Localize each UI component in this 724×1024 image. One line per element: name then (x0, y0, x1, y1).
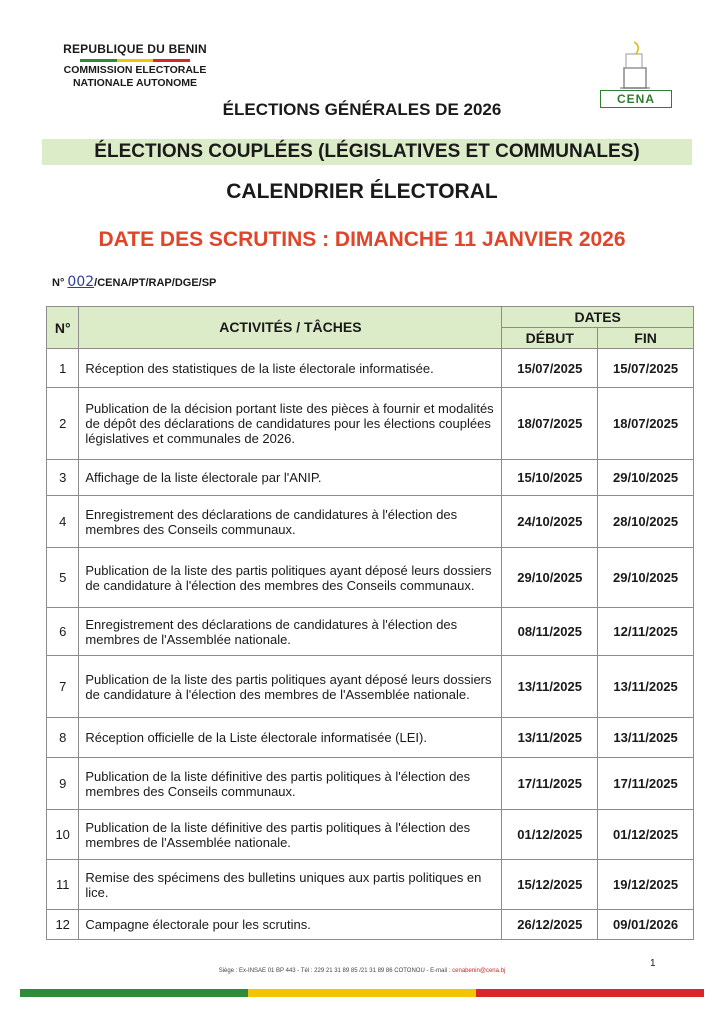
flag-red (153, 59, 190, 62)
row-end-date: 01/12/2025 (598, 810, 694, 860)
row-activity: Affichage de la liste électorale par l'ANIP. (79, 460, 502, 496)
row-activity: Réception des statistiques de la liste électorale informatisée. (79, 349, 502, 388)
cena-logo (600, 38, 672, 108)
reference-number (52, 274, 216, 290)
table-row (47, 910, 694, 940)
row-end-date: 13/11/2025 (598, 718, 694, 758)
row-end-date: 29/10/2025 (598, 548, 694, 608)
commission-line1: COMMISSION ELECTORALE (63, 64, 207, 76)
page-number: 1 (650, 958, 656, 969)
vote-date-title: DATE DES SCRUTINS : DIMANCHE 11 JANVIER 2026 (98, 228, 626, 251)
header-dates: DATES (502, 307, 694, 328)
table-row (47, 548, 694, 608)
country-name: REPUBLIQUE DU BENIN (63, 42, 207, 56)
commission-line2: NATIONALE AUTONOME (72, 77, 198, 89)
table-row (47, 496, 694, 548)
table-row (47, 810, 694, 860)
flag-yellow (248, 989, 476, 997)
issuer-block (50, 42, 220, 90)
row-end-date: 15/07/2025 (598, 349, 694, 388)
flag-bar (80, 59, 190, 62)
table-row (47, 656, 694, 718)
row-activity: Enregistrement des déclarations de candidatures à l'élection des membres de l'Assemblée nationale. (79, 608, 502, 656)
row-start-date: 24/10/2025 (502, 496, 598, 548)
row-number: 6 (47, 608, 79, 656)
row-activity: Réception officielle de la Liste électorale informatisée (LEI). (79, 718, 502, 758)
row-end-date: 09/01/2026 (598, 910, 694, 940)
row-activity: Publication de la liste définitive des partis politiques à l'élection des membres des Conseils communaux. (79, 758, 502, 810)
row-start-date: 18/07/2025 (502, 388, 598, 460)
row-number: 5 (47, 548, 79, 608)
row-activity: Remise des spécimens des bulletins uniques aux partis politiques en lice. (79, 860, 502, 910)
footer-address (0, 968, 724, 974)
flag-footer-bar (20, 989, 704, 997)
reference-suffix: /CENA/PT/RAP/DGE/SP (94, 277, 217, 289)
row-start-date: 17/11/2025 (502, 758, 598, 810)
footer-address-text: Siège : Ex-INSAE 01 BP 443 - Tél : 229 21 31 89 85 /21 31 89 86 COTONOU - E-mail : (218, 968, 453, 974)
row-start-date: 15/12/2025 (502, 860, 598, 910)
flag-red (476, 989, 704, 997)
table-row (47, 388, 694, 460)
row-number: 11 (47, 860, 79, 910)
flag-yellow (117, 59, 154, 62)
row-activity: Publication de la liste des partis politiques ayant déposé leurs dossiers de candidature à l'élection des membres de l'Assemblée nationale. (79, 656, 502, 718)
footer-email: cenabenin@cena.bj (452, 968, 506, 974)
table-row (47, 349, 694, 388)
reference-handwritten-number: 002 (67, 274, 95, 290)
row-number: 1 (47, 349, 79, 388)
calendar-table (46, 306, 694, 940)
row-end-date: 19/12/2025 (598, 860, 694, 910)
row-start-date: 13/11/2025 (502, 718, 598, 758)
row-number: 7 (47, 656, 79, 718)
row-activity: Publication de la liste définitive des partis politiques à l'élection des membres de l'Assemblée nationale. (79, 810, 502, 860)
flag-green (20, 989, 248, 997)
row-end-date: 12/11/2025 (598, 608, 694, 656)
calendar-title: CALENDRIER ÉLECTORAL (226, 180, 498, 203)
row-start-date: 15/10/2025 (502, 460, 598, 496)
table-row (47, 758, 694, 810)
flag-green (80, 59, 117, 62)
table-row (47, 860, 694, 910)
row-activity: Enregistrement des déclarations de candidatures à l'élection des membres des Conseils communaux. (79, 496, 502, 548)
row-number: 10 (47, 810, 79, 860)
row-end-date: 18/07/2025 (598, 388, 694, 460)
row-end-date: 13/11/2025 (598, 656, 694, 718)
elections-title: ÉLECTIONS GÉNÉRALES DE 2026 (222, 100, 502, 119)
row-activity: Campagne électorale pour les scrutins. (79, 910, 502, 940)
row-end-date: 28/10/2025 (598, 496, 694, 548)
row-end-date: 29/10/2025 (598, 460, 694, 496)
row-start-date: 13/11/2025 (502, 656, 598, 718)
header-end: FIN (598, 328, 694, 349)
row-number: 12 (47, 910, 79, 940)
row-start-date: 08/11/2025 (502, 608, 598, 656)
table-row (47, 718, 694, 758)
coupled-elections-title: ÉLECTIONS COUPLÉES (LÉGISLATIVES ET COMMUNALES) (42, 139, 692, 165)
row-number: 2 (47, 388, 79, 460)
header-start: DÉBUT (502, 328, 598, 349)
ballot-box-icon (600, 38, 672, 94)
logo-text: CENA (600, 90, 672, 108)
header-activity: ACTIVITÉS / TÂCHES (79, 307, 502, 349)
table-row (47, 608, 694, 656)
row-number: 4 (47, 496, 79, 548)
row-number: 3 (47, 460, 79, 496)
row-start-date: 29/10/2025 (502, 548, 598, 608)
header-number: N° (47, 307, 79, 349)
row-number: 8 (47, 718, 79, 758)
row-activity: Publication de la décision portant liste des pièces à fournir et modalités de dépôt des déclarations de candidatures pour les élections couplées législatives et communales de 2026. (79, 388, 502, 460)
reference-prefix: N° (52, 277, 65, 289)
row-start-date: 01/12/2025 (502, 810, 598, 860)
row-start-date: 26/12/2025 (502, 910, 598, 940)
row-number: 9 (47, 758, 79, 810)
row-start-date: 15/07/2025 (502, 349, 598, 388)
row-activity: Publication de la liste des partis politiques ayant déposé leurs dossiers de candidature à l'élection des membres des Conseils communaux. (79, 548, 502, 608)
row-end-date: 17/11/2025 (598, 758, 694, 810)
table-row (47, 460, 694, 496)
